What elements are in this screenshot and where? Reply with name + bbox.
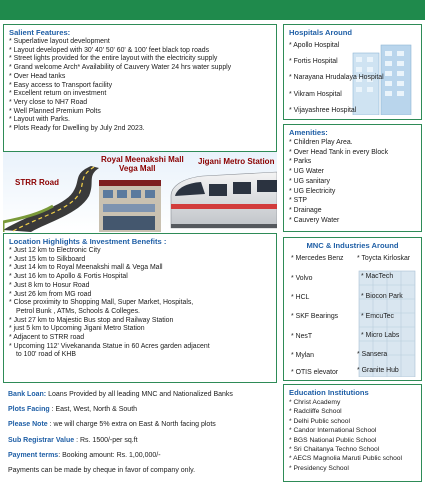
metro-train-icon	[171, 172, 277, 228]
mall-label-line2: Vega Mall	[119, 164, 156, 173]
list-item: * Sri Chaitanya Techno School	[289, 446, 380, 454]
list-item: * Fortis Hospital	[289, 58, 338, 66]
list-item: * Just 16 km to Apollo & Fortis Hospital	[9, 273, 128, 281]
list-item: * Vikram Hospital	[289, 90, 342, 98]
road-label: STRR Road	[15, 178, 59, 187]
please-note-label: Please Note	[8, 421, 48, 429]
metro-label: Jigani Metro Station	[198, 157, 275, 166]
mall-building-icon	[99, 180, 161, 232]
landmarks-illustration	[3, 152, 277, 232]
list-item: * Layout developed with 30' 40' 50' 60' & 100' feet black top roads	[9, 46, 210, 54]
list-item: * Micro Labs	[361, 332, 400, 339]
amenities-box	[283, 124, 422, 232]
amenities-title: Amenities:	[289, 128, 328, 137]
bank-loan-line	[8, 387, 272, 402]
list-item: * Just 26 km from MG road	[9, 290, 92, 298]
cheque-note: Payments can be made by cheque in favor of company only.	[8, 467, 196, 475]
list-item: * Christ Academy	[289, 399, 341, 406]
list-item: * Just 14 km to Royal Meenakshi mall & Vega Mall	[9, 264, 163, 272]
list-item: * Just 27 km to Majestic Bus stop and Railway Station	[9, 316, 174, 324]
list-item-continuation: Petrol Bunk , ATMs, Schools & Colleges.	[16, 307, 140, 315]
list-item-continuation: to 100' road of KHB	[16, 351, 76, 359]
payment-terms-line	[8, 448, 272, 463]
list-item: * Over Head tanks	[9, 72, 66, 80]
hospitals-title: Hospitals Around	[289, 28, 353, 37]
list-item: * Upcoming 112' Vivekananda Statue in 60 Acres garden adjacent	[9, 342, 210, 350]
list-item: * Over Head Tank in every Block	[289, 148, 389, 156]
list-item: * MacTech	[361, 273, 394, 280]
plots-facing-text: : East, West, North & South	[49, 406, 138, 414]
list-item: * Parks	[289, 158, 312, 166]
list-item: * UG Water	[289, 168, 324, 176]
payment-terms-text: : Booking amount: Rs. 1,00,000/-	[58, 451, 161, 459]
header-bar	[0, 0, 425, 20]
list-item: * just 5 km to Upcoming Jigani Metro Station	[9, 325, 145, 333]
registrar-value-line	[8, 433, 272, 448]
list-item: * Biocon Park	[361, 293, 403, 300]
please-note-text: : we will charge 5% extra on East & North facing plots	[47, 421, 216, 429]
salient-title: Salient Features:	[9, 28, 71, 37]
payment-info-section	[3, 386, 277, 479]
list-item: * Grand welcome Arch* Availability of Cauvery Water 24 hrs water supply	[9, 64, 232, 72]
list-item: * HCL	[291, 294, 310, 301]
list-item: * Children Play Area.	[289, 139, 353, 146]
list-item: * Toycta Kirloskar	[357, 255, 411, 262]
list-item: * Adjacent to STRR road	[9, 334, 85, 342]
list-item: * Narayana Hrudalaya Hospital	[289, 74, 384, 82]
list-item: * Presidency School	[289, 464, 349, 472]
list-item: * Drainage	[289, 206, 322, 214]
list-item: * Radcliffe School	[289, 408, 342, 416]
hospitals-box	[283, 24, 422, 120]
industrial-building-icon	[355, 265, 419, 377]
plots-facing-label: Plots Facing	[8, 406, 50, 414]
list-item: * Cauvery Water	[289, 216, 340, 224]
list-item: * UG sanitary	[289, 177, 330, 185]
registrar-value-label: Sub Registrar Value	[8, 436, 75, 444]
mnc-list	[289, 251, 416, 379]
list-item: * Plots Ready for Dwelling by July 2nd 2023.	[9, 125, 145, 133]
salient-list	[9, 38, 271, 134]
list-item: * Just 15 km to Silkboard	[9, 255, 86, 263]
registrar-value-text: : Rs. 1500/-per sq.ft	[74, 436, 138, 444]
list-item: * OTIS elevator	[291, 369, 339, 376]
bank-loan-text: Loans Provided by all leading MNC and Nationalized Banks	[46, 391, 233, 398]
plots-facing-line	[8, 402, 272, 417]
list-item: * Mercedes Benz	[291, 255, 344, 262]
list-item: * Volvo	[291, 275, 313, 282]
mnc-industries-box	[283, 237, 422, 381]
list-item: * Just 8 km to Hosur Road	[9, 281, 90, 289]
list-item: * Easy access to Transport facility	[9, 81, 113, 89]
list-item: * Very close to NH7 Road	[9, 98, 88, 106]
list-item: * Just 12 km to Electronic City	[9, 247, 101, 254]
list-item: * Mylan	[291, 352, 314, 359]
location-title: Location Highlights & Investment Benefits :	[9, 237, 167, 246]
list-item: * Street lights provided for the entire layout with the electricity supply	[9, 55, 218, 63]
list-item: * Layout with Parks.	[9, 116, 70, 124]
list-item: * AECS Magnolia Maruti Public school	[289, 455, 402, 463]
please-note-line	[8, 417, 272, 432]
list-item: * SKF Bearings	[291, 313, 339, 320]
bank-loan-label: Bank Loan:	[8, 391, 47, 398]
list-item: * Excellent return on investment	[9, 90, 107, 98]
list-item: * Delhi Public school	[289, 417, 350, 425]
education-box	[283, 384, 422, 482]
mall-label-line1: Royal Meenakshi Mall	[101, 155, 184, 164]
list-item: * Close proximity to Shopping Mall, Super Market, Hospitals,	[9, 299, 194, 307]
list-item: * EmcuTec	[361, 313, 394, 320]
payment-terms-label: Payment terms	[8, 451, 59, 459]
list-item: * Well Planned Premium Polts	[9, 107, 101, 115]
education-title: Education Institutions	[289, 388, 369, 397]
list-item: * Vijayashree Hospital	[289, 106, 357, 114]
list-item: * STP	[289, 197, 307, 205]
list-item: * Sansera	[357, 351, 388, 358]
list-item: * BGS National Public School	[289, 436, 377, 444]
salient-features-box	[3, 24, 277, 152]
list-item: * Granite Hub	[357, 367, 399, 374]
list-item: * Candor International School	[289, 427, 377, 435]
list-item: * UG Electricity	[289, 187, 336, 195]
location-list	[9, 247, 271, 360]
mnc-title: MNC & Industries Around	[306, 241, 399, 250]
list-item: * NesT	[291, 333, 313, 340]
list-item: * Apollo Hospital	[289, 42, 340, 49]
list-item: * Superlative layout development	[9, 38, 110, 45]
location-highlights-box	[3, 233, 277, 383]
